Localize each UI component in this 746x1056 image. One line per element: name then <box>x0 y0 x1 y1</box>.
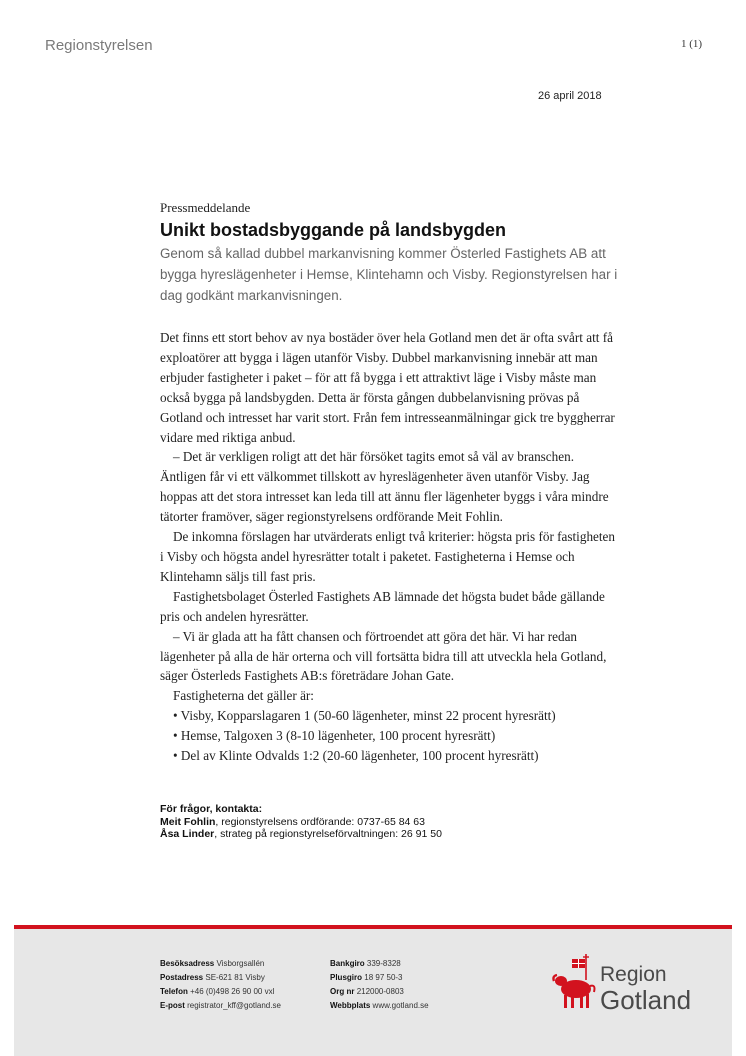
footer-label: Bankgiro <box>330 959 365 968</box>
footer-value: SE-621 81 Visby <box>205 973 265 982</box>
footer-value: +46 (0)498 26 90 00 vxl <box>190 987 275 996</box>
list-item: • Hemse, Talgoxen 3 (8-10 lägenheter, 100 procent hyresrätt) <box>173 728 496 744</box>
footer-accent-bar <box>14 925 732 929</box>
footer-label: Org nr <box>330 987 355 996</box>
footer-value: 212000-0803 <box>356 987 404 996</box>
paragraph: De inkomna förslagen har utvärderats enligt två kriterier: högsta pris för fastigheten i Visby och högsta andel hyresrätter totalt i paketet. Fastigheterna i Hemse och Klintehamn säljs till fast pris. <box>160 529 616 584</box>
logo-line-gotland: Gotland <box>600 985 692 1015</box>
footer <box>14 925 732 1056</box>
footer-label: Webbplats <box>330 1001 371 1010</box>
paragraph: Fastighetsbolaget Österled Fastighets AB lämnade det högsta budet både gällande pris och andelen hyresrätter. <box>160 588 605 624</box>
footer-value: 339-8328 <box>366 959 401 968</box>
footer-value: Visborgsallén <box>216 959 265 968</box>
contact-role: , strateg på regionstyrelseförvaltningen: 26 91 50 <box>214 828 442 840</box>
footer-address-column <box>160 957 281 1013</box>
contact-block <box>160 803 442 841</box>
contact-row <box>160 816 442 829</box>
article-body <box>160 328 620 766</box>
contact-role: , regionstyrelsens ordförande: 0737-65 84 63 <box>215 815 425 828</box>
contact-name: Åsa Linder <box>160 828 215 840</box>
contact-heading: För frågor, kontakta: <box>160 803 263 815</box>
logo-line-region: Region <box>600 963 667 986</box>
footer-label: Plusgiro <box>330 973 363 982</box>
paragraph: Fastigheterna det gäller är: <box>173 688 314 704</box>
quote-paragraph: – Vi är glada att ha fått chansen och förtroendet att göra det här. Vi har redan lägenheter på alla de här orterna och vill fortsätta bidra till att utveckla hela Gotland, säger Österleds Fastighets AB:s företrädare Johan Gate. <box>160 628 607 684</box>
org-name: Regionstyrelsen <box>45 37 153 54</box>
footer-label: Postadress <box>160 973 204 982</box>
contact-row <box>160 828 442 841</box>
footer-label: E-post <box>160 1001 185 1010</box>
document-type-label: Pressmeddelande <box>160 200 251 215</box>
page-number: 1 (1) <box>681 38 703 50</box>
contact-name: Meit Fohlin <box>160 815 216 828</box>
footer-label: Besöksadress <box>160 959 215 968</box>
footer-value: registrator_kff@gotland.se <box>187 1001 281 1010</box>
press-release <box>160 200 620 766</box>
list-item: • Visby, Kopparslagaren 1 (50-60 lägenheter, minst 22 procent hyresrätt) <box>173 708 556 724</box>
quote-paragraph: – Det är verkligen roligt att det här försöket tagits emot så väl av branschen. Äntligen får vi ett välkommet tillskott av hyreslägenheter även utanför Visby. Jag hoppas att det stora intresset kan leda till att ännu fler lägenheter byggs i våra mindre tätorter framöver, säger regionstyrelsens ordförande Meit Fohlin. <box>160 449 609 525</box>
footer-value: www.gotland.se <box>372 1001 429 1010</box>
footer-payment-column <box>330 957 429 1013</box>
region-gotland-wordmark <box>600 963 691 1013</box>
list-item: • Del av Klinte Odvalds 1:2 (20-60 lägenheter, 100 procent hyresrätt) <box>173 748 539 764</box>
lead-paragraph: Genom så kallad dubbel markanvisning kommer Österled Fastighets AB att bygga hyreslägenheter i Hemse, Klintehamn och Visby. Regionstyrelsen har i dag godkänt markanvisningen. <box>160 246 618 303</box>
document-date: 26 april 2018 <box>538 90 602 102</box>
footer-label: Telefon <box>160 987 188 996</box>
footer-value: 18 97 50-3 <box>364 973 403 982</box>
headline: Unikt bostadsbyggande på landsbygden <box>160 220 507 240</box>
paragraph: Det finns ett stort behov av nya bostäder över hela Gotland men det är ofta svårt att få exploatörer att bygga i lägen utanför Visby. Dubbel markanvisning innebär att man erbjuder fastigheter i paket – för att få bygga i ett attraktivt läge i Visby måste man också bygga på landsbygden. Detta är första gången dubbelanvisning prövas på Gotland och intresset har varit stort. Från fem intresseanmälningar gick tre byggherrar vidare med riktiga anbud. <box>160 330 615 445</box>
